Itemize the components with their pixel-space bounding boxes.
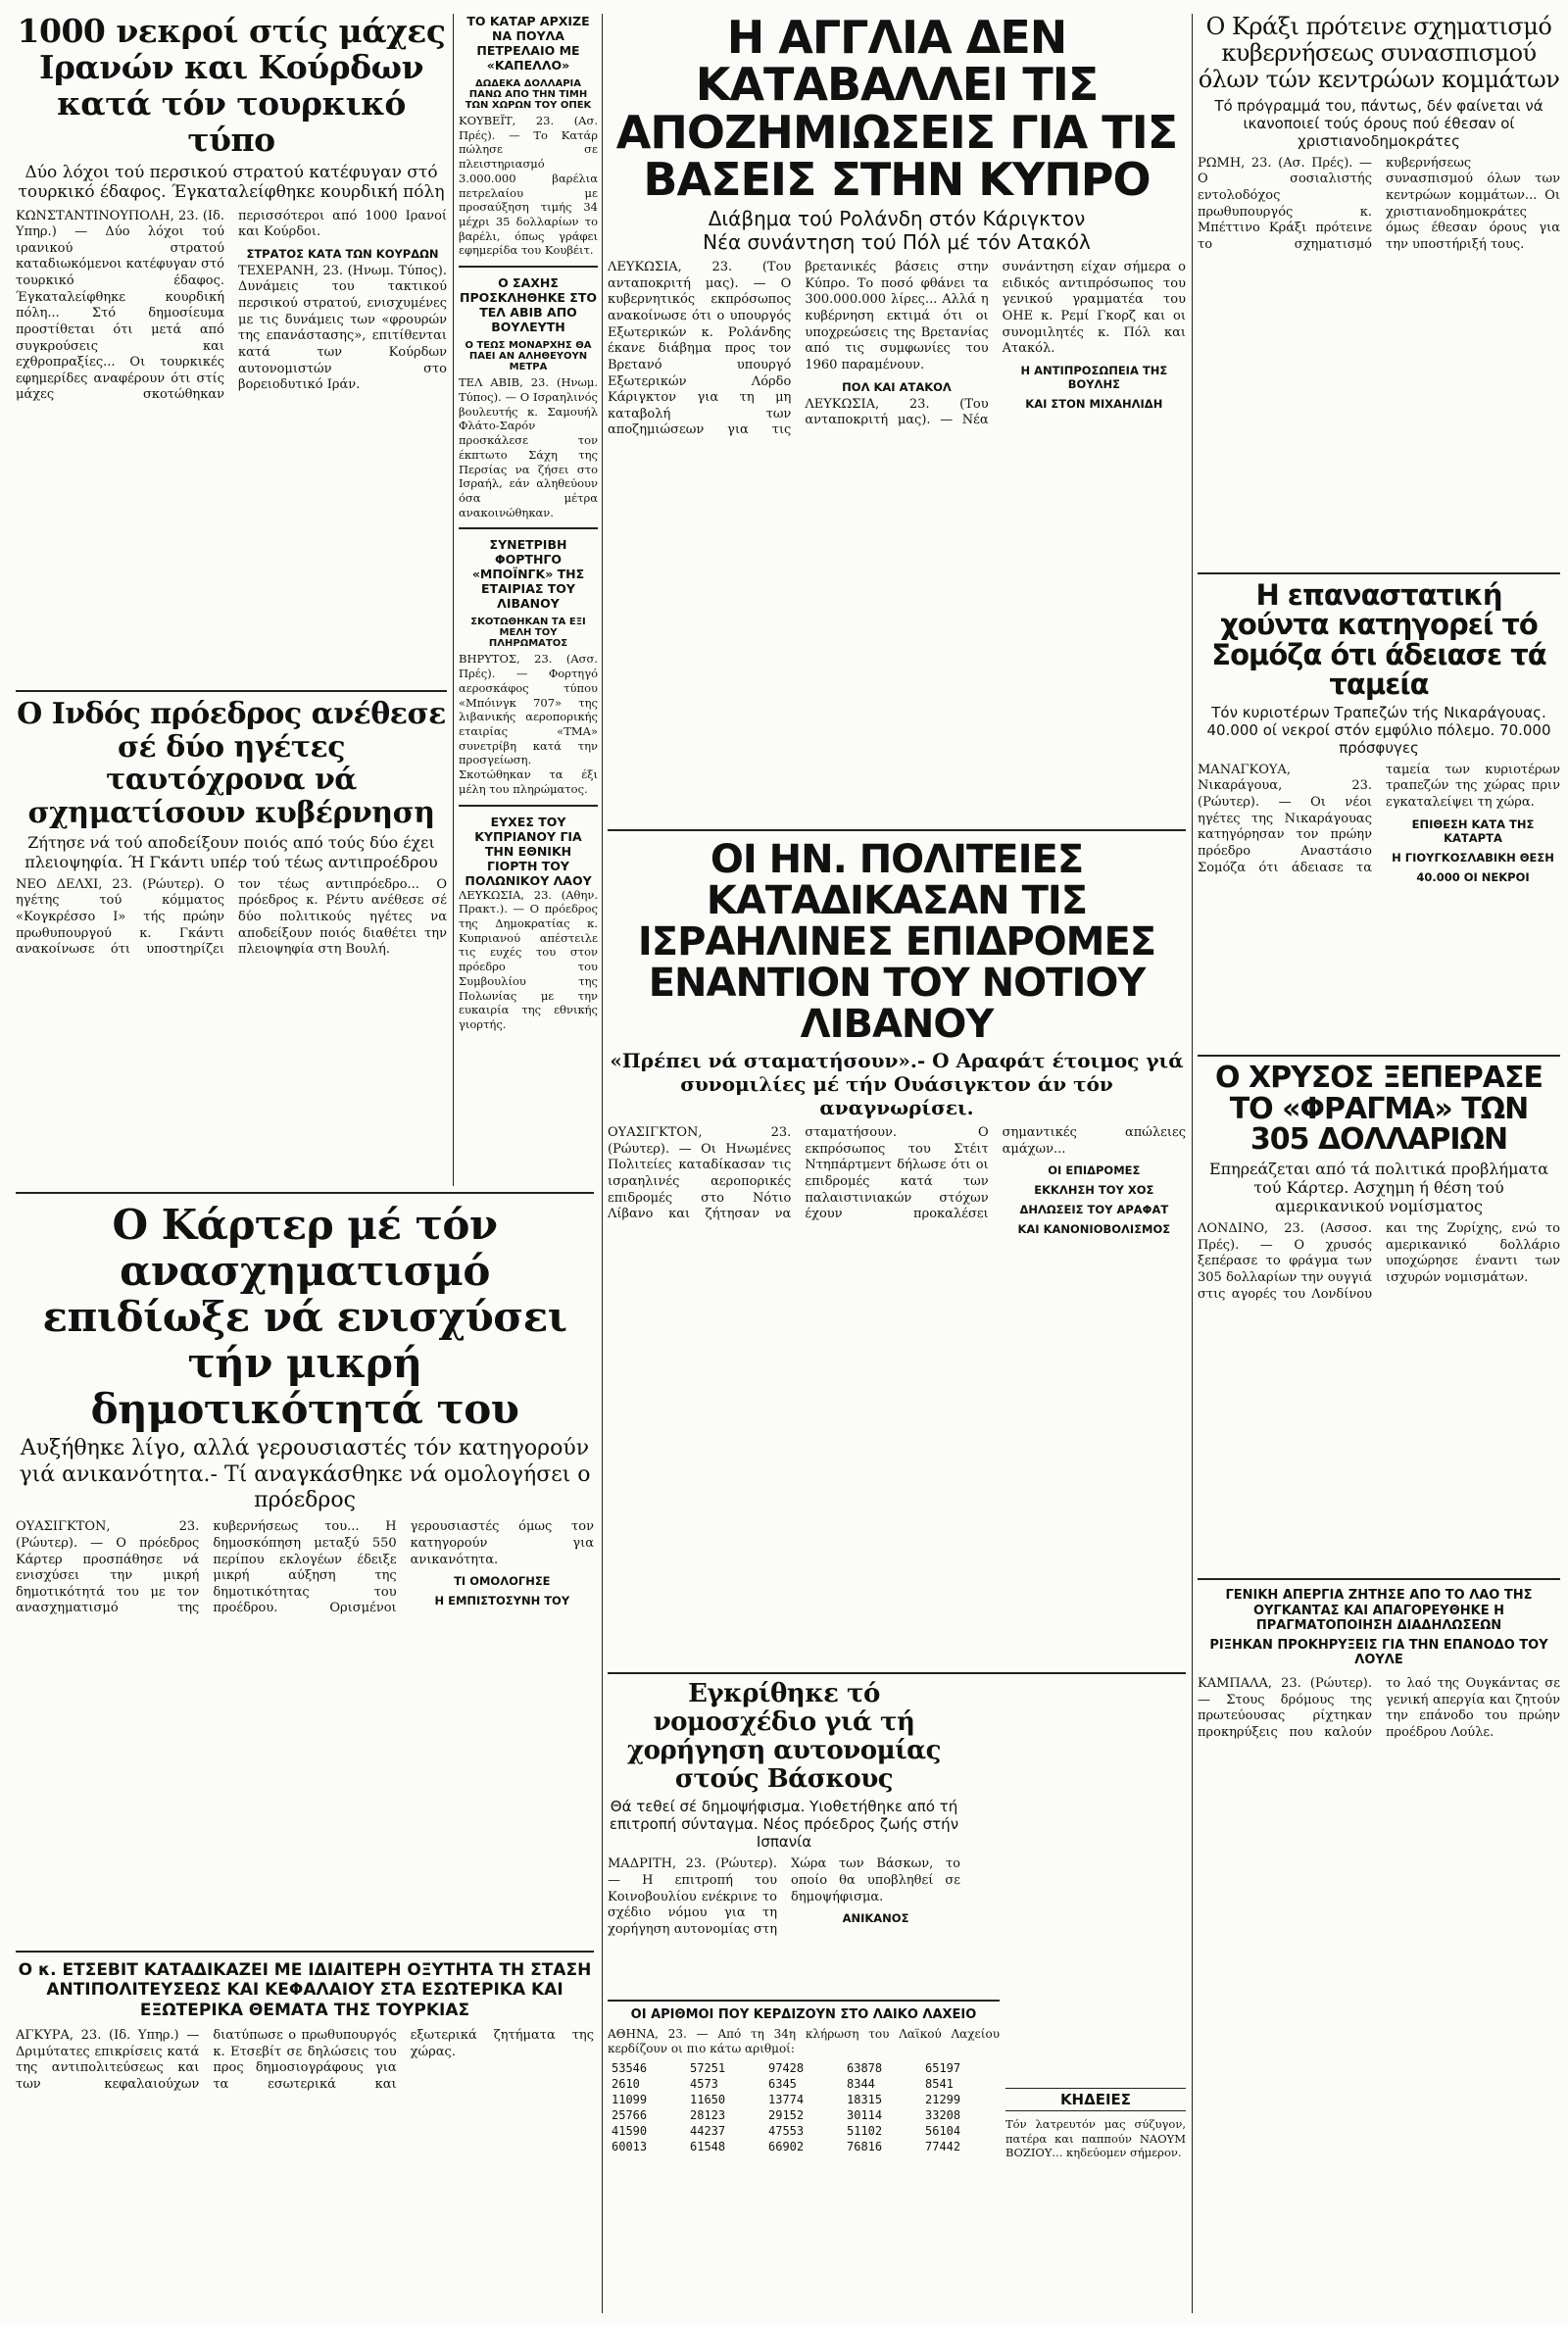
body-bases: ΛΕΥΚΩΣΙΑ, 23. (Του ανταποκριτή μας). — Ο κυβερνητικός εκπρόσωπος ανακοίνωσε ότι ο υπουργός Εξωτερικών κ. Ρολάνδης έκανε διάβημα προς τον Βρετανό υπουργό Εξωτερικών Λόρδο Κάριγκτον για τη μη καταβολή των αποζημιώσεων για τις βρετανικές βάσεις στην Κύπρο. Το ποσό φθάνει τα 300.000.000 λίρες... Αλλά η κυβέρνηση εκτιμά ότι οι υποχρεώσεις της Βρετανίας από τις συμφωνίες του 1960 παραμένουν. — [608, 260, 989, 438]
sidehead-carter-2: Η ΕΜΠΙΣΤΟΣΥΝΗ ΤΟΥ — [434, 1594, 570, 1608]
lottery-number: 61548 — [690, 2140, 726, 2154]
lottery-number: 4573 — [690, 2077, 718, 2092]
subhead-somoza: Τόν κυριοτέρων Τραπεζών τής Νικαράγουας. 40.000 οί νεκροί στόν εμφύλιο πόλεμο. 70.000 πρόσφυγες — [1206, 703, 1551, 757]
headline-lottery: ΟΙ ΑΡΙΘΜΟΙ ΠΟΥ ΚΕΡΔΙΖΟΥΝ ΣΤΟ ΛΑΪΚΟ ΛΑΧΕΙΟ — [630, 2007, 977, 2022]
lottery-row — [608, 2060, 1000, 2076]
body-gold: ΛΟΝΔΙΝΟ, 23. (Ασσοσ. Πρές). — Ο χρυσός ξεπέρασε το φράγμα των 305 δολλαρίων την ουγγιά στις αγορές του Λονδίνου και της Ζυρίχης, ενώ το αμερικανικό δολλάριο υποχώρησε έναντι των ισχυρών νομισμάτων. — [1198, 1221, 1560, 1302]
body-lebanon: ΟΥΑΣΙΓΚΤΟΝ, 23. (Ρώυτερ). — Οι Ηνωμένες Πολιτείες καταδίκασαν τις ισραηλινές αεροπορικές επιδρομές στο Νότιο Λίβανο και ζήτησαν να σταματήσουν. Ο εκπρόσωπος του Στέιτ Ντηπάρτμεντ δήλωσε ότι οι επιδρομές κατά των παλαιστινιακών στόχων έχουν προκαλέσει σημαντικές απώλειες αμάχων... — [608, 1125, 1186, 1222]
subhead-bases: Διάβημα τού Ρολάνδη στόν Κάριγκτον Νέα συνάντηση τού Πόλ μέ τόν Ατακόλ — [703, 207, 1091, 255]
lottery-row — [608, 2107, 1000, 2123]
headline-uganda: ΓΕΝΙΚΗ ΑΠΕΡΓΙΑ ΖΗΤΗΣΕ ΑΠΟ ΤΟ ΛΑΟ ΤΗΣ ΟΥΓΚΑΝΤΑΣ ΚΑΙ ΑΠΑΓΟΡΕΥΘΗΚΕ Η ΠΡΑΓΜΑΤΟΠΟΙΗΣΗ ΔΙΑΔΗΛΩΣΕΩΝ — [1225, 1588, 1533, 1634]
lottery-number: 13774 — [768, 2093, 805, 2107]
story-kreiski — [1198, 14, 1560, 563]
body-bases-columns — [608, 260, 1186, 439]
lottery-number: 60013 — [612, 2140, 648, 2154]
intro-lottery: ΑΘΗΝΑ, 23. — Από τη 34η κλήρωση του Λαϊκού Λαχείου κερδίζουν οι πιο κάτω αριθμοί: — [608, 2026, 1000, 2055]
headline-carter: Ο Κάρτερ μέ τόν ανασχηματισμό επιδίωξε νά ενισχύσει τήν μικρή δημοτικότητά του — [42, 1202, 567, 1434]
story-uganda — [1198, 1588, 1560, 2313]
story-iran — [16, 14, 447, 629]
divider — [16, 1192, 594, 1194]
body-lebanon-columns — [608, 1125, 1186, 1236]
lottery-row — [608, 2076, 1000, 2092]
briefs-column — [459, 14, 598, 1186]
body-turkey-columns — [16, 2028, 594, 2094]
story-bases — [608, 14, 1186, 819]
lottery-number: 97428 — [768, 2061, 805, 2076]
sidehead-somoza-3: 40.000 ΟΙ ΝΕΚΡΟΙ — [1416, 869, 1530, 884]
lottery-number: 8344 — [847, 2077, 875, 2092]
story-lebanon — [608, 839, 1186, 1662]
sidehead-bases-1: ΠΟΛ ΚΑΙ ΑΤΑΚΟΛ — [842, 379, 952, 394]
lottery-number: 28123 — [690, 2108, 726, 2123]
body-kreiski: ΡΩΜΗ, 23. (Ασ. Πρές). — Ο σοσιαλιστής εντολοδόχος πρωθυπουργός κ. Μπέττινο Κράξι πρότεινε το σχηματισμό κυβερνήσεως συνασπισμού όλων των κεντρώων κομμάτων... Οι χριστιανοδημοκράτες όμως έθεσαν όρους για την υποστήριξή τους. — [1198, 155, 1560, 252]
body-funeral: Τόν λατρευτόν μας σύζυγον, πατέρα και παππούν ΝΑΟΥΜ ΒΟΖΙΟΥ... κηδεύομεν σήμερον. — [1005, 2117, 1186, 2160]
subhead-opec: ΔΩΔΕΚΑ ΔΟΛΛΑΡΙΑ ΠΑΝΩ ΑΠΟ ΤΗΝ ΤΙΜΗ ΤΩΝ ΧΩΡΩΝ ΤΟΥ ΟΠΕΚ — [465, 78, 592, 111]
story-gold — [1198, 1063, 1560, 1568]
divider — [16, 1951, 594, 1953]
lottery-row — [608, 2139, 1000, 2154]
subhead-iran: Δύο λόχοι τού περσικού στρατού κατέφυγαν στό τουρκικό έδαφος. Έγκαταλείφθηκε κουρδική πόλη — [18, 162, 445, 203]
story-basque — [608, 1680, 960, 1990]
divider — [608, 2000, 1000, 2002]
body-turkey: ΑΓΚΥΡΑ, 23. (Ιδ. Υπηρ.) — Δριμύτατες επικρίσεις κατά της αντιπολιτεύσεως και των κεφαλαιούχων διατύπωσε ο πρωθυπουργός κ. Ετσεβίτ σε δηλώσεις του προς δημοσιογράφους για τα εσωτερικά και εξωτερικά ζητήματα της χώρας. — [16, 2028, 594, 2093]
lottery-number: 53546 — [612, 2061, 648, 2076]
subhead-lebanon: «Πρέπει νά σταματήσουν».- Ο Αραφάτ έτοιμος γιά συνομιλίες μέ τήν Ουάσιγκτον άν τόν αναγνωρίσει. — [610, 1049, 1184, 1119]
sidehead-carter-1: ΤΙ ΟΜΟΛΟΓΗΣΕ — [454, 1574, 551, 1589]
sidehead-lebanon-3: ΔΗΛΩΣΕΙΣ ΤΟΥ ΑΡΑΦΑΤ — [1019, 1203, 1169, 1217]
headline-cyprus-wishes: ΕΥΧΕΣ ΤΟΥ ΚΥΠΡΙΑΝΟΥ ΓΙΑ ΤΗΝ ΕΘΝΙΚΗ ΓΙΟΡΤΗ ΤΟΥ ΠΟΛΩΝΙΚΟΥ ΛΑΟΥ — [465, 814, 592, 888]
divider — [1198, 572, 1560, 574]
story-india — [16, 698, 447, 982]
headline-india: Ο Ινδός πρόεδρος ανέθεσε σέ δύο ηγέτες ταυτόχρονα νά σχηματίσουν κυβέρνηση — [17, 698, 446, 830]
column-rule — [453, 14, 454, 1186]
divider — [459, 527, 598, 529]
lottery-number: 6345 — [768, 2077, 797, 2092]
lottery-number: 41590 — [612, 2124, 648, 2139]
body-sachis: ΤΕΛ ΑΒΙΒ, 23. (Ηνωμ. Τύπος). — Ο Ισραηλινός βουλευτής κ. Σαμουήλ Φλάτο-Σαρόν προσκάλεσε τον έκπτωτο Σάχη της Περσίας να ζήσει στο Ισραήλ, εάν αληθεύουν όσα μέτρα ανακοινώθηκαν. — [459, 375, 598, 519]
lottery-number: 8541 — [925, 2077, 954, 2092]
sidehead-lebanon-2: ΕΚΚΛΗΣΗ ΤΟΥ ΧΟΣ — [1034, 1183, 1154, 1198]
divider — [1198, 1055, 1560, 1057]
lottery-number: 76816 — [847, 2140, 883, 2154]
body-uganda: ΚΑΜΠΑΛΑ, 23. (Ρώυτερ). — Στους δρόμους της πρωτεύουσας ρίχτηκαν προκηρύξεις που καλούν το λαό της Ουγκάντας σε γενική απεργία και ζητούν την επάνοδο του πρώην προέδρου Λούλε. — [1198, 1675, 1560, 1740]
headline-turkey: Ο κ. ΕΤΣΕΒΙΤ ΚΑΤΑΔΙΚΑΖΕΙ ΜΕ ΙΔΙΑΙΤΕΡΗ ΟΞΥΤΗΤΑ ΤΗ ΣΤΑΣΗ ΑΝΤΙΠΟΛΙΤΕΥΣΕΩΣ ΚΑΙ ΚΕΦΑΛΑΙΟΥ ΣΤΑ ΕΣΩΤΕΡΙΚΑ ΚΑΙ ΕΞΩΤΕΡΙΚΑ ΘΕΜΑΤΑ ΤΗΣ ΤΟΥΡΚΙΑΣ — [18, 1960, 592, 2020]
body-uganda-columns — [1198, 1676, 1560, 1742]
divider — [16, 690, 447, 692]
body-somoza-columns — [1198, 763, 1560, 884]
headline-bases: Η ΑΓΓΛΙΑ ΔΕΝ ΚΑΤΑΒΑΛΛΕΙ ΤΙΣ ΑΠΟΖΗΜΙΩΣΕΙΣ ΓΙΑ ΤΙΣ ΒΑΣΕΙΣ ΣΤΗΝ ΚΥΠΡΟ — [615, 14, 1178, 206]
body-cyprus-wishes: ΛΕΥΚΩΣΙΑ, 23. (Αθην. Πρακτ.). — Ο πρόεδρος της Δημοκρατίας κ. Κυπριανού απέστειλε τις ευχές του στον πρόεδρο του Συμβουλίου της Πολωνίας με την ευκαιρία της εθνικής γιορτής. — [459, 887, 598, 1032]
subhead-sachis: Ο ΤΕΩΣ ΜΟΝΑΡΧΗΣ ΘΑ ΠΑΕΙ ΑΝ ΑΛΗΘΕΥΟΥΝ ΜΕΤΡΑ — [465, 340, 592, 373]
divider — [459, 805, 598, 807]
lottery-number: 77442 — [925, 2140, 961, 2154]
lottery-number: 33208 — [925, 2108, 961, 2123]
story-funeral — [1005, 2088, 1186, 2313]
sidehead-iran: ΣΤΡΑΤΟΣ ΚΑΤΑ ΤΩΝ ΚΟΥΡΔΩΝ — [246, 246, 439, 261]
lottery-row — [608, 2092, 1000, 2107]
divider — [608, 829, 1186, 831]
subhead-basque: Θά τεθεί σέ δημοψήφισμα. Υιοθετήθηκε από τή επιτροπή σύνταγμα. Νέος πρόεδρος ζωής στήν Ισπανία — [609, 1798, 959, 1852]
body-iran-columns — [16, 209, 447, 405]
divider — [1198, 1578, 1560, 1580]
body-cargo: ΒΗΡΥΤΟΣ, 23. (Ασσ. Πρές). — Φορτηγό αεροσκάφος τύπου «Μπόινγκ 707» της λιβανικής αεροπορικής εταιρίας «ΤΜΑ» συνετρίβη κατά την προσγείωση. Σκοτώθηκαν τα έξι μέλη του πληρώματος. — [459, 652, 598, 796]
headline-sachis: Ο ΣΑΧΗΣ ΠΡΟΣΚΛΗΘΗΚΕ ΣΤΟ ΤΕΛ ΑΒΙΒ ΑΠΟ ΒΟΥΛΕΥΤΗ — [460, 275, 597, 335]
sidehead-somoza-1: ΕΠΙΘΕΣΗ ΚΑΤΑ ΤΗΣ ΚΑΤΑΡΤΑ — [1411, 816, 1535, 845]
lottery-number: 11650 — [690, 2093, 726, 2107]
body-opec: ΚΟΥΒΕΪΤ, 23. (Ασ. Πρές). — Το Κατάρ πώλησε σε πλειστηριασμό 3.000.000 βαρέλια πετρελαίου με προσαύξηση τιμής 34 μέχρι 35 δολλαρίων το βαρέλι, όπως γράφει εφημερίδα του Κουβέιτ. — [459, 114, 598, 258]
headline-somoza: Η επαναστατική χούντα κατηγορεί τό Σομόζα ότι άδειασε τά ταμεία — [1211, 580, 1546, 702]
subhead-gold: Επηρεάζεται από τά πολιτικά προβλήματα τού Κάρτερ. Ασχημη ή θέση τού αμερικανικού νομίσματος — [1208, 1159, 1548, 1215]
body-iran-2: ΤΕΧΕΡΑΝΗ, 23. (Ηνωμ. Τύπος). Δυνάμεις του τακτικού περσικού στρατού, ενισχυμένες με τις δυνάμεις των «φρουρών της επανάστασης», επιτίθενται κατά των Κούρδων αυτονομιστών στο βορειοδυτικό Ιράν. — [238, 263, 447, 393]
sidehead-basque-1: ΑΝΙΚΑΝΟΣ — [842, 1911, 909, 1926]
headline-cargo: ΣΥΝΕΤΡΙΒΗ ΦΟΡΤΗΓΟ «ΜΠΟΪΝΓΚ» ΤΗΣ ΕΤΑΙΡΙΑΣ ΤΟΥ ΛΙΒΑΝΟΥ — [471, 537, 585, 612]
headline-lebanon: ΟΙ ΗΝ. ΠΟΛΙΤΕΙΕΣ ΚΑΤΑΔΙΚΑΣΑΝ ΤΙΣ ΙΣΡΑΗΛΙΝΕΣ ΕΠΙΔΡΟΜΕΣ ΕΝΑΝΤΙΟΝ ΤΟΥ ΝΟΤΙΟΥ ΛΙΒΑΝΟΥ — [637, 839, 1156, 1047]
divider — [608, 1672, 1186, 1674]
lottery-number: 29152 — [768, 2108, 805, 2123]
story-carter — [16, 1202, 594, 1943]
story-somoza — [1198, 580, 1560, 1045]
divider — [459, 266, 598, 268]
lottery-number: 47553 — [768, 2124, 805, 2139]
sidehead-bases-3: ΚΑΙ ΣΤΟΝ ΜΙΧΑΗΛΙΔΗ — [1025, 396, 1163, 411]
body-carter-columns — [16, 1519, 594, 1617]
lottery-number: 66902 — [768, 2140, 805, 2154]
subhead-india: Ζήτησε νά τού αποδείξουν ποιός από τούς δύο έχει πλειοψηφία. Ή Γκάντι υπέρ τού τέως αντιπροέδρου — [24, 833, 438, 871]
headline-gold: Ο ΧΡΥΣΟΣ ΞΕΠΕΡΑΣΕ ΤΟ «ΦΡΑΓΜΑ» ΤΩΝ 305 ΔΟΛΛΑΡΙΩΝ — [1215, 1063, 1543, 1157]
lottery-number: 56104 — [925, 2124, 961, 2139]
lottery-table — [608, 2060, 1000, 2154]
lottery-number: 44237 — [690, 2124, 726, 2139]
lottery-number: 25766 — [612, 2108, 648, 2123]
sidehead-lebanon-4: ΚΑΙ ΚΑΝΟΝΙΟΒΟΛΙΣΜΟΣ — [1017, 1222, 1171, 1237]
subhead-kreiski: Τό πρόγραμμά του, πάντως, δέν φαίνεται νά ικανοποιεί τούς όρους πού έθεσαν οί χριστιανοδημοκράτες — [1214, 96, 1544, 150]
body-carter: ΟΥΑΣΙΓΚΤΟΝ, 23. (Ρώυτερ). — Ο πρόεδρος Κάρτερ προσπάθησε νά ενισχύσει την μικρή δημοτικότητά του με τον ανασχηματισμό της κυβερνήσεως του... Η δημοσκόπηση μεταξύ 550 περίπου εκλογέων έδειξε μικρή αύξηση της δημοτικότητας του προέδρου. Ορισμένοι γερουσιαστές όμως τον κατηγορούν για ανικανότητα. — [16, 1519, 594, 1616]
lottery-row — [608, 2123, 1000, 2139]
lottery-number: 51102 — [847, 2124, 883, 2139]
headline-kreiski: Ο Κράξι πρότεινε σχηματισμό κυβερνήσεως συνασπισμού όλων τών κεντρώων κομμάτων — [1198, 14, 1560, 93]
column-rule — [602, 14, 603, 2313]
lottery-number: 11099 — [612, 2093, 648, 2107]
sidehead-lebanon-1: ΟΙ ΕΠΙΔΡΟΜΕΣ — [1048, 1163, 1141, 1178]
sidehead-somoza-2: Η ΓΙΟΥΓΚΟΣΛΑΒΙΚΗ ΘΕΣΗ — [1392, 850, 1554, 865]
subhead-cargo: ΣΚΟΤΩΘΗΚΑΝ ΤΑ ΕΞΙ ΜΕΛΗ ΤΟΥ ΠΛΗΡΩΜΑΤΟΣ — [470, 617, 586, 650]
body-bases-2: ΛΕΥΚΩΣΙΑ, 23. (Του ανταποκριτή μας). — Νέα συνάντηση είχαν σήμερα ο ειδικός αντιπρόσωπος του γενικού γραμματέα του ΟΗΕ κ. Ρεμί Γκορζ και οι συνομιλητές κ. Πόλ και Ατακόλ. — [805, 260, 1186, 428]
body-basque: ΜΑΔΡΙΤΗ, 23. (Ρώυτερ). — Η επιτροπή του Κοινοβουλίου ενέκρινε το σχέδιο νόμου για τη χορήγηση αυτονομίας στη Χώρα των Βάσκων, το οποίο θα υποβληθεί σε δημοψήφισμα. — [608, 1856, 960, 1937]
body-basque-columns — [608, 1856, 960, 1938]
column-rule — [1192, 14, 1193, 2313]
sidehead-bases-2: Η ΑΝΤΙΠΡΟΣΩΠΕΙΑ ΤΗΣ ΒΟΥΛΗΣ — [1020, 363, 1168, 391]
subhead-carter: Αυξήθηκε λίγο, αλλά γερουσιαστές τόν κατηγορούν γιά ανικανότητα.- Τί αναγκάσθηκε νά ομολογήσει ο πρόεδρος — [19, 1436, 591, 1512]
headline-opec: ΤΟ ΚΑΤΑΡ ΑΡΧΙΖΕ ΝΑ ΠΟΥΛΑ ΠΕΤΡΕΛΑΙΟ ΜΕ «ΚΑΠΕΛΛΟ» — [466, 14, 590, 73]
headline-funeral: ΚΗΔΕΙΕΣ — [1005, 2088, 1186, 2111]
lottery-number: 21299 — [925, 2093, 961, 2107]
headline-iran: 1000 νεκροί στίς μάχες Ιρανών και Κούρδων κατά τόν τουρκικό τύπο — [17, 14, 446, 159]
lottery-number: 2610 — [612, 2077, 640, 2092]
body-india-columns — [16, 877, 447, 959]
lottery-number: 30114 — [847, 2108, 883, 2123]
lottery-number: 18315 — [847, 2093, 883, 2107]
lottery-number: 57251 — [690, 2061, 726, 2076]
story-lottery — [608, 2007, 1000, 2313]
headline-basque: Εγκρίθηκε τό νομοσχέδιο γιά τή χορήγηση αυτονομίας στούς Βάσκους — [626, 1680, 942, 1795]
body-kreiski-columns — [1198, 156, 1560, 254]
body-iran: ΚΩΝΣΤΑΝΤΙΝΟΥΠΟΛΗ, 23. (Ιδ. Υπηρ.) — Δύο λόχοι τού ιρανικού στρατού καταδιωκόμενοι κατέφυγαν στό τουρκικό έδαφος. Έγκαταλείφθηκε κουρδική πόλη... Στό δημοσίευμα προστίθεται ότι μετά από συγκρούσεις και εχθροπραξίες... Οι τουρκικές εφημερίδες αναφέρουν ότι στίς μάχες σκοτώθηκαν περισσότεροι από 1000 Ιρανοί και Κούρδοι. — [16, 208, 447, 403]
body-india: ΝΕΟ ΔΕΛΧΙ, 23. (Ρώυτερ). Ο ηγέτης τού κόμματος «Κογκρέσσο Ι» τής πρώην πρωθυπουργού κ. Γκάντι ανακοίνωσε ότι υποστηρίζει τον τέως αντιπρόεδρο... Ο πρόεδρος κ. Ρέντυ ανέθεσε σέ δύο πολιτικούς ηγέτες να αποδείξουν ποιός διαθέτει την πλειοψηφία στη Βουλή. — [16, 876, 447, 958]
story-turkey — [16, 1960, 594, 2313]
subhead-uganda: ΡΙΞΗΚΑΝ ΠΡΟΚΗΡΥΞΕΙΣ ΓΙΑ ΤΗΝ ΕΠΑΝΟΔΟ ΤΟΥ ΛΟΥΛΕ — [1209, 1637, 1548, 1668]
body-gold-columns — [1198, 1221, 1560, 1303]
lottery-number: 63878 — [847, 2061, 883, 2076]
body-somoza: ΜΑΝΑΓΚΟΥΑ, Νικαράγουα, 23. (Ρώυτερ). — Οι νέοι ηγέτες της Νικαράγουας κατηγόρησαν τον πρώην πρόεδρο Αναστάσιο Σομόζα ότι άδειασε τα ταμεία των κυριοτέρων τραπεζών της χώρας πριν εγκαταλείψει τη χώρα. — [1198, 762, 1560, 875]
lottery-number: 65197 — [925, 2061, 961, 2076]
